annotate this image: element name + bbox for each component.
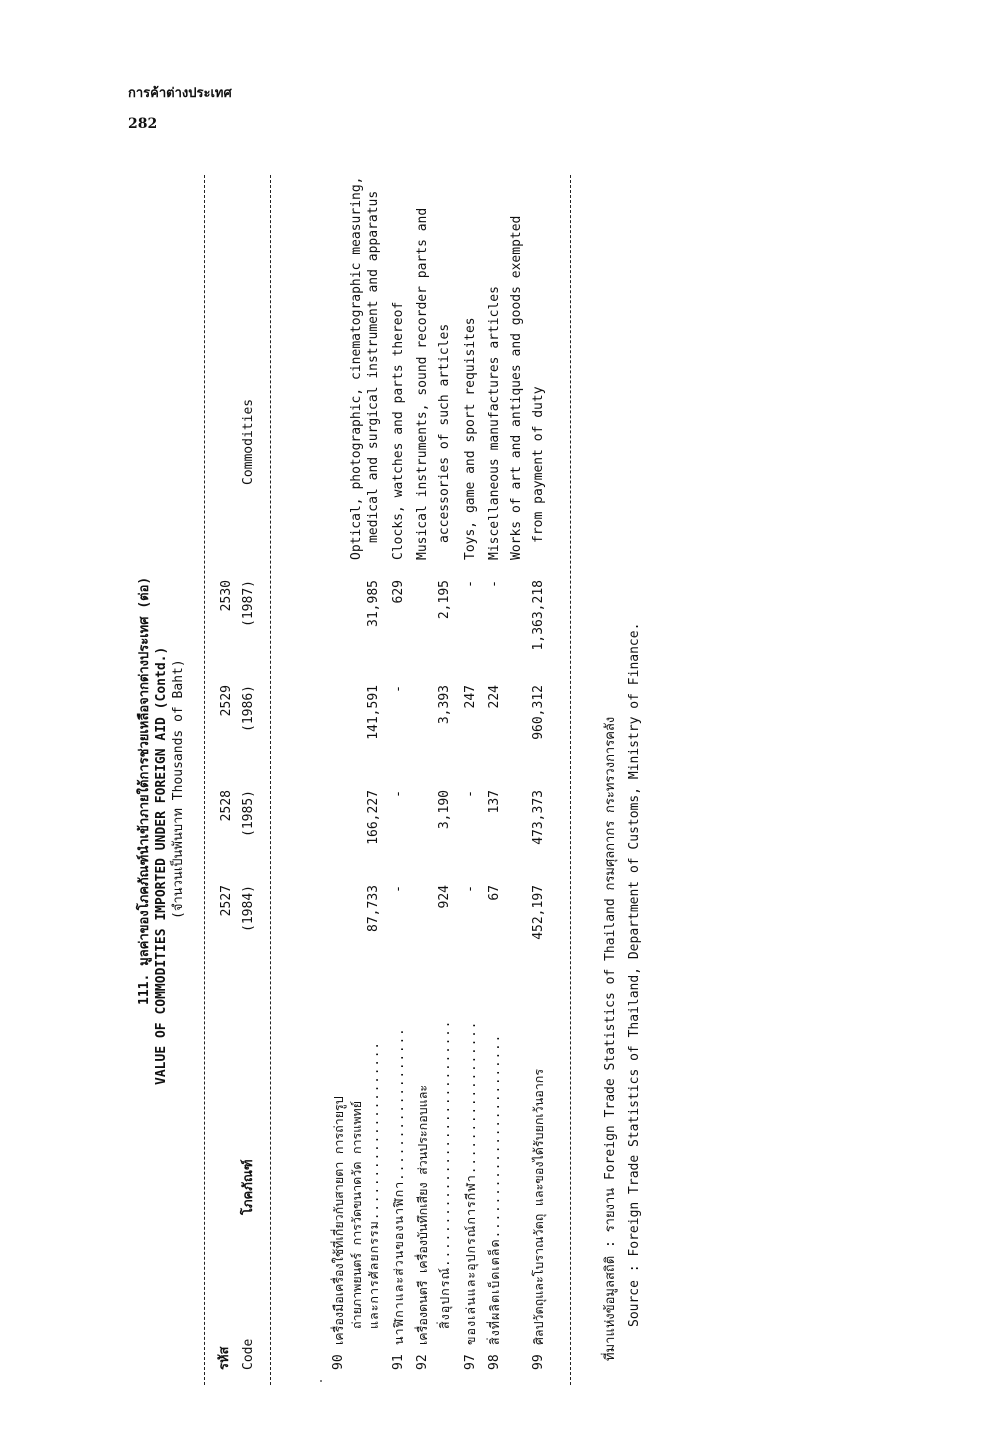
row-desc-th: สิ่งอุปกรณ์............................. [437,1019,452,1329]
row-desc-en: Toys, game and sport requisites [463,317,478,560]
row-desc-en: Optical, photographic, cinematographic measuring, [349,176,364,560]
row-desc-th: ถ่ายภาพยนตร์ การวัดขนาดวัด การแพทย์ [349,1100,364,1329]
header-year-3: 2529 [219,685,234,717]
row-value: 1,363,218 [531,580,546,651]
row-code: 91 [391,1354,406,1370]
row-desc-th: ศิลปวัตถุและโบราณวัตถุ และของได้รับยกเว้นอากร [531,1068,546,1345]
row-value: - [391,685,406,693]
row-value: 629 [391,580,406,604]
source-th: ที่มาแห่งข้อมูลสถิติ : รายงาน Foreign Trade Statistics of Thailand กรมศุลกากร กระทรวงการคลัง [603,716,618,1361]
page-number: 282 [128,116,158,132]
row-desc-th: เครื่องมือเครื่องใช้ที่เกี่ยวกับสายตา การถ่ายรูป [331,1096,346,1345]
source-en: Source : Foreign Trade Statistics of Thailand, Department of Customs, Ministry of Finance. [627,622,642,1327]
row-value: 67 [487,885,502,901]
row-value: 166,227 [366,790,381,845]
row-desc-en: accessories of such articles [437,323,452,543]
row-desc-en: medical and surgical instrument and apparatus [366,190,381,543]
row-code: 92 [415,1354,430,1370]
header-year-2-ce: (1985) [241,790,256,837]
row-value: 473,373 [531,790,546,845]
header-commodities-en: Commodities [241,398,256,485]
rule-top [204,175,205,1385]
row-value: - [463,580,478,588]
row-value: 31,985 [366,580,381,627]
row-desc-en: Miscellaneous manufactures articles [487,286,502,560]
header-commodity-th: โภคภัณฑ์ [241,1159,256,1215]
row-code: 90 [331,1354,346,1370]
row-desc-th: เครื่องดนตรี เครื่องบันทึกเสียง ส่วนประกอบและ [415,1084,430,1345]
page-header-title: การค้าต่างประเทศ [128,86,232,101]
rotated-table [128,175,708,1385]
header-year-3-ce: (1986) [241,685,256,732]
row-value: 141,591 [366,685,381,740]
row-value: 2,195 [437,580,452,620]
row-code: 97 [463,1354,478,1370]
row-desc-th: นาฬิกาและส่วนของนาฬิกา.................. [391,1027,406,1345]
row-value: - [391,885,406,893]
row-value: 924 [437,885,452,909]
row-desc-th: ของเล่นและอุปกรณ์การกีฬา.................. [463,1020,478,1345]
row-value: 960,312 [531,685,546,740]
row-desc-en: from payment of duty [531,386,546,543]
row-desc-en: Clocks, watches and parts thereof [391,301,406,560]
row-value: - [391,790,406,798]
row-value: - [463,790,478,798]
rule-header [270,175,271,1385]
header-code-en: Code [241,1338,256,1370]
row-desc-th: สิ่งที่ผลิตเบ็ดเตล็ด........................ [487,1033,502,1345]
row-value: 452,197 [531,885,546,940]
row-value: 3,190 [437,790,452,830]
row-value: 247 [463,685,478,709]
row-value: 3,393 [437,685,452,725]
row-desc-th: และการศัลยกรรม..................... [366,1041,381,1329]
rule-bottom [570,175,571,1385]
row-value: 87,733 [366,885,381,932]
row-value: 224 [487,685,502,709]
row-desc-en: Musical instruments, sound recorder parts and [415,207,430,560]
header-year-2: 2528 [219,790,234,822]
table-unit: (จำนวนเป็นพันบาท Thousands of Baht) [171,659,186,919]
row-value: 137 [487,790,502,814]
header-year-1: 2527 [219,885,234,917]
row-desc-en: Works of art and antiques and goods exempted [509,215,524,560]
header-year-1-ce: (1984) [241,885,256,932]
row-code: 99 [531,1354,546,1370]
row-value: - [463,885,478,893]
table-title-th: 111. มูลค่าของโภคภัณฑ์นำเข้าภายใต้การช่วยเหลือจากต่างประเทศ (ต่อ) [137,576,152,1005]
header-code-th: รหัส [217,1346,232,1370]
header-year-4: 2530 [219,580,234,612]
row-value: - [487,580,502,588]
header-year-4-ce: (1987) [241,580,256,627]
row-code: 98 [487,1354,502,1370]
table-title-en: VALUE OF COMMODITIES IMPORTED UNDER FOREIGN AID (Contd.) [154,646,169,1085]
